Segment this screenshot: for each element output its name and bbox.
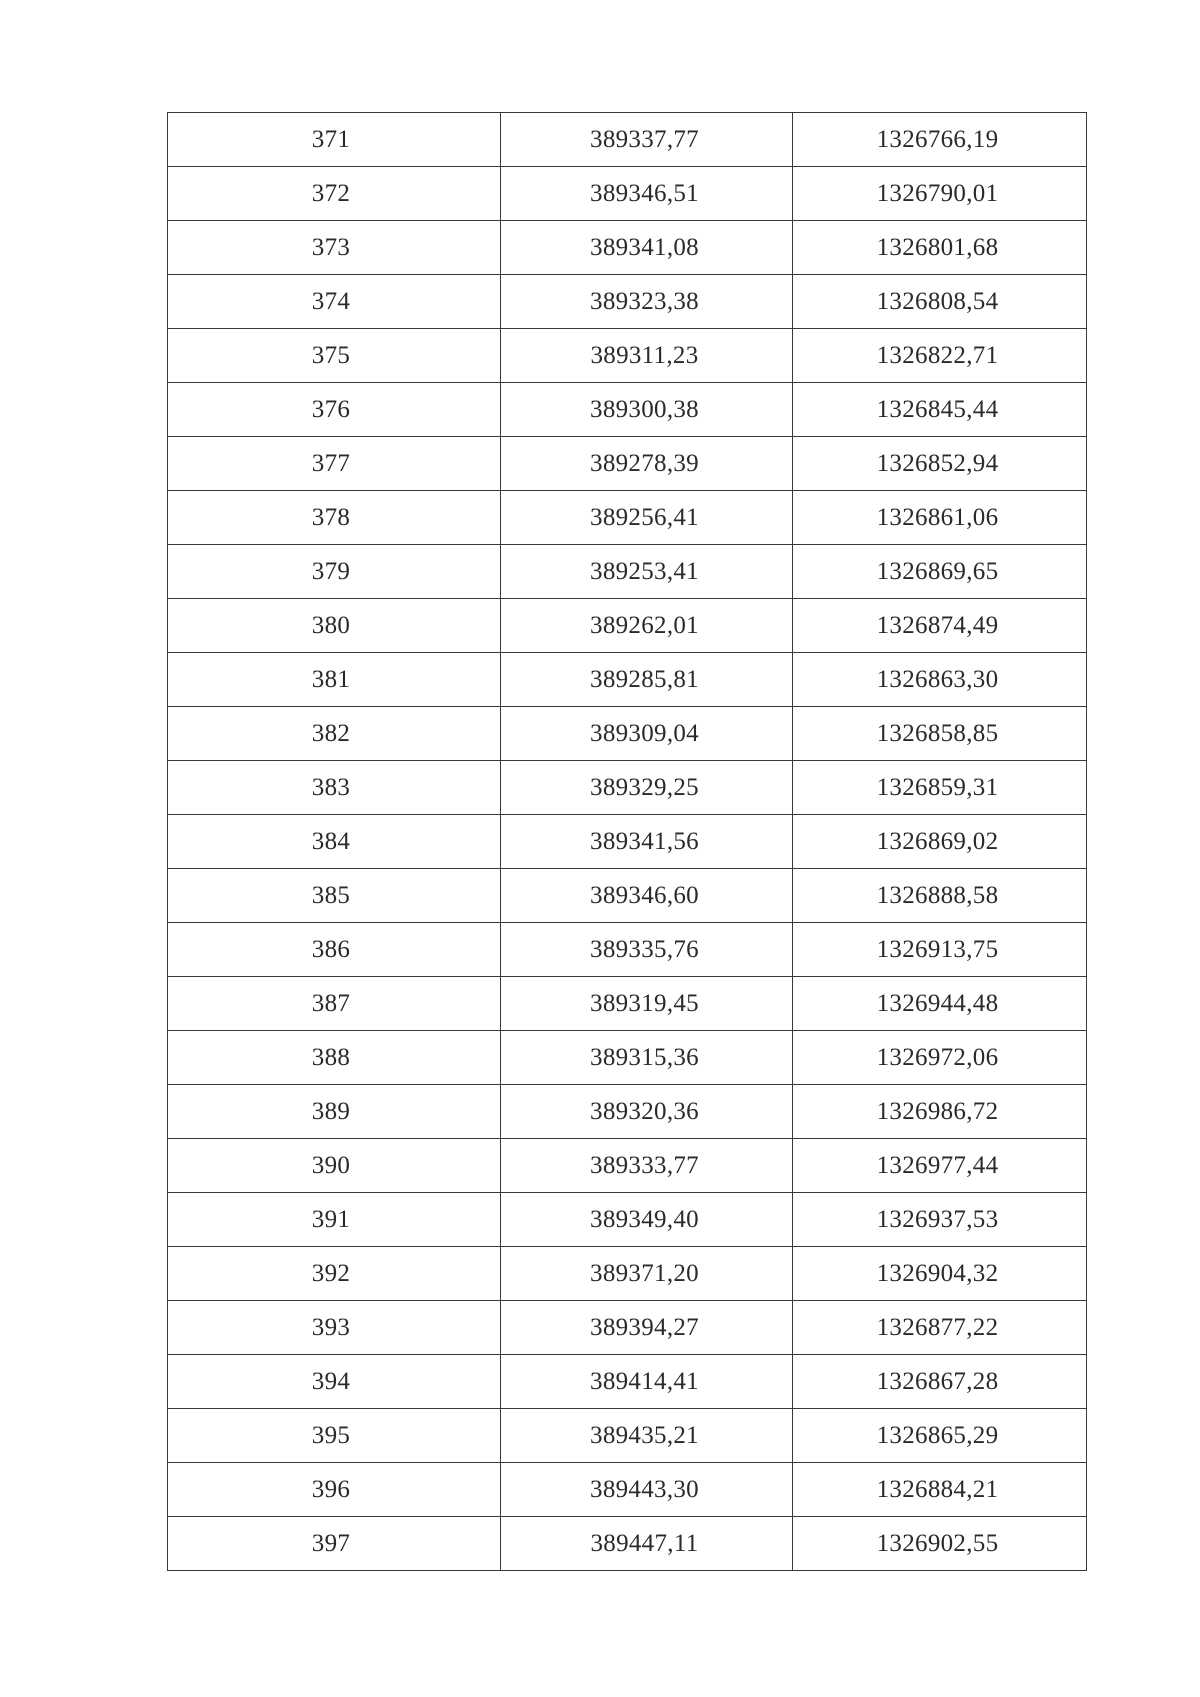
point-number-cell: 374 xyxy=(168,275,501,329)
table-row xyxy=(168,437,1087,491)
y-coordinate-cell: 1326845,44 xyxy=(793,383,1087,437)
y-coordinate-cell: 1326902,55 xyxy=(793,1517,1087,1571)
x-coordinate-cell: 389278,39 xyxy=(501,437,793,491)
x-coordinate-cell: 389323,38 xyxy=(501,275,793,329)
coordinates-table xyxy=(167,112,1087,1571)
table-row xyxy=(168,1409,1087,1463)
x-coordinate-cell: 389337,77 xyxy=(501,113,793,167)
x-coordinate-cell: 389253,41 xyxy=(501,545,793,599)
point-number-cell: 372 xyxy=(168,167,501,221)
point-number-cell: 385 xyxy=(168,869,501,923)
table-row xyxy=(168,1247,1087,1301)
table-row xyxy=(168,1301,1087,1355)
x-coordinate-cell: 389311,23 xyxy=(501,329,793,383)
x-coordinate-cell: 389349,40 xyxy=(501,1193,793,1247)
point-number-cell: 379 xyxy=(168,545,501,599)
coordinates-table-body xyxy=(168,113,1087,1571)
point-number-cell: 393 xyxy=(168,1301,501,1355)
y-coordinate-cell: 1326863,30 xyxy=(793,653,1087,707)
table-row xyxy=(168,167,1087,221)
point-number-cell: 380 xyxy=(168,599,501,653)
x-coordinate-cell: 389435,21 xyxy=(501,1409,793,1463)
y-coordinate-cell: 1326937,53 xyxy=(793,1193,1087,1247)
table-row xyxy=(168,869,1087,923)
y-coordinate-cell: 1326913,75 xyxy=(793,923,1087,977)
point-number-cell: 373 xyxy=(168,221,501,275)
y-coordinate-cell: 1326861,06 xyxy=(793,491,1087,545)
x-coordinate-cell: 389335,76 xyxy=(501,923,793,977)
point-number-cell: 377 xyxy=(168,437,501,491)
y-coordinate-cell: 1326867,28 xyxy=(793,1355,1087,1409)
y-coordinate-cell: 1326869,02 xyxy=(793,815,1087,869)
table-row xyxy=(168,383,1087,437)
x-coordinate-cell: 389341,08 xyxy=(501,221,793,275)
table-row xyxy=(168,923,1087,977)
x-coordinate-cell: 389333,77 xyxy=(501,1139,793,1193)
point-number-cell: 383 xyxy=(168,761,501,815)
table-row xyxy=(168,221,1087,275)
table-row xyxy=(168,707,1087,761)
table-row xyxy=(168,815,1087,869)
table-row xyxy=(168,977,1087,1031)
x-coordinate-cell: 389309,04 xyxy=(501,707,793,761)
x-coordinate-cell: 389394,27 xyxy=(501,1301,793,1355)
table-row xyxy=(168,1031,1087,1085)
table-row xyxy=(168,1517,1087,1571)
y-coordinate-cell: 1326822,71 xyxy=(793,329,1087,383)
x-coordinate-cell: 389315,36 xyxy=(501,1031,793,1085)
x-coordinate-cell: 389346,60 xyxy=(501,869,793,923)
x-coordinate-cell: 389300,38 xyxy=(501,383,793,437)
y-coordinate-cell: 1326766,19 xyxy=(793,113,1087,167)
x-coordinate-cell: 389256,41 xyxy=(501,491,793,545)
point-number-cell: 376 xyxy=(168,383,501,437)
point-number-cell: 388 xyxy=(168,1031,501,1085)
x-coordinate-cell: 389341,56 xyxy=(501,815,793,869)
point-number-cell: 386 xyxy=(168,923,501,977)
point-number-cell: 387 xyxy=(168,977,501,1031)
point-number-cell: 375 xyxy=(168,329,501,383)
table-row xyxy=(168,1463,1087,1517)
y-coordinate-cell: 1326986,72 xyxy=(793,1085,1087,1139)
point-number-cell: 394 xyxy=(168,1355,501,1409)
table-row xyxy=(168,545,1087,599)
y-coordinate-cell: 1326869,65 xyxy=(793,545,1087,599)
y-coordinate-cell: 1326858,85 xyxy=(793,707,1087,761)
x-coordinate-cell: 389319,45 xyxy=(501,977,793,1031)
point-number-cell: 384 xyxy=(168,815,501,869)
x-coordinate-cell: 389371,20 xyxy=(501,1247,793,1301)
table-row xyxy=(168,491,1087,545)
x-coordinate-cell: 389285,81 xyxy=(501,653,793,707)
table-row xyxy=(168,1139,1087,1193)
table-row xyxy=(168,1193,1087,1247)
table-row xyxy=(168,275,1087,329)
x-coordinate-cell: 389346,51 xyxy=(501,167,793,221)
y-coordinate-cell: 1326904,32 xyxy=(793,1247,1087,1301)
point-number-cell: 391 xyxy=(168,1193,501,1247)
y-coordinate-cell: 1326790,01 xyxy=(793,167,1087,221)
table-row xyxy=(168,329,1087,383)
y-coordinate-cell: 1326808,54 xyxy=(793,275,1087,329)
y-coordinate-cell: 1326884,21 xyxy=(793,1463,1087,1517)
y-coordinate-cell: 1326874,49 xyxy=(793,599,1087,653)
point-number-cell: 378 xyxy=(168,491,501,545)
point-number-cell: 389 xyxy=(168,1085,501,1139)
y-coordinate-cell: 1326852,94 xyxy=(793,437,1087,491)
y-coordinate-cell: 1326972,06 xyxy=(793,1031,1087,1085)
y-coordinate-cell: 1326877,22 xyxy=(793,1301,1087,1355)
y-coordinate-cell: 1326859,31 xyxy=(793,761,1087,815)
point-number-cell: 396 xyxy=(168,1463,501,1517)
table-row xyxy=(168,761,1087,815)
y-coordinate-cell: 1326801,68 xyxy=(793,221,1087,275)
y-coordinate-cell: 1326944,48 xyxy=(793,977,1087,1031)
point-number-cell: 382 xyxy=(168,707,501,761)
point-number-cell: 381 xyxy=(168,653,501,707)
x-coordinate-cell: 389320,36 xyxy=(501,1085,793,1139)
table-row xyxy=(168,1355,1087,1409)
x-coordinate-cell: 389414,41 xyxy=(501,1355,793,1409)
x-coordinate-cell: 389262,01 xyxy=(501,599,793,653)
point-number-cell: 371 xyxy=(168,113,501,167)
point-number-cell: 397 xyxy=(168,1517,501,1571)
x-coordinate-cell: 389447,11 xyxy=(501,1517,793,1571)
point-number-cell: 390 xyxy=(168,1139,501,1193)
table-row xyxy=(168,1085,1087,1139)
point-number-cell: 395 xyxy=(168,1409,501,1463)
y-coordinate-cell: 1326977,44 xyxy=(793,1139,1087,1193)
x-coordinate-cell: 389443,30 xyxy=(501,1463,793,1517)
y-coordinate-cell: 1326865,29 xyxy=(793,1409,1087,1463)
point-number-cell: 392 xyxy=(168,1247,501,1301)
table-row xyxy=(168,653,1087,707)
x-coordinate-cell: 389329,25 xyxy=(501,761,793,815)
y-coordinate-cell: 1326888,58 xyxy=(793,869,1087,923)
table-row xyxy=(168,599,1087,653)
table-row xyxy=(168,113,1087,167)
